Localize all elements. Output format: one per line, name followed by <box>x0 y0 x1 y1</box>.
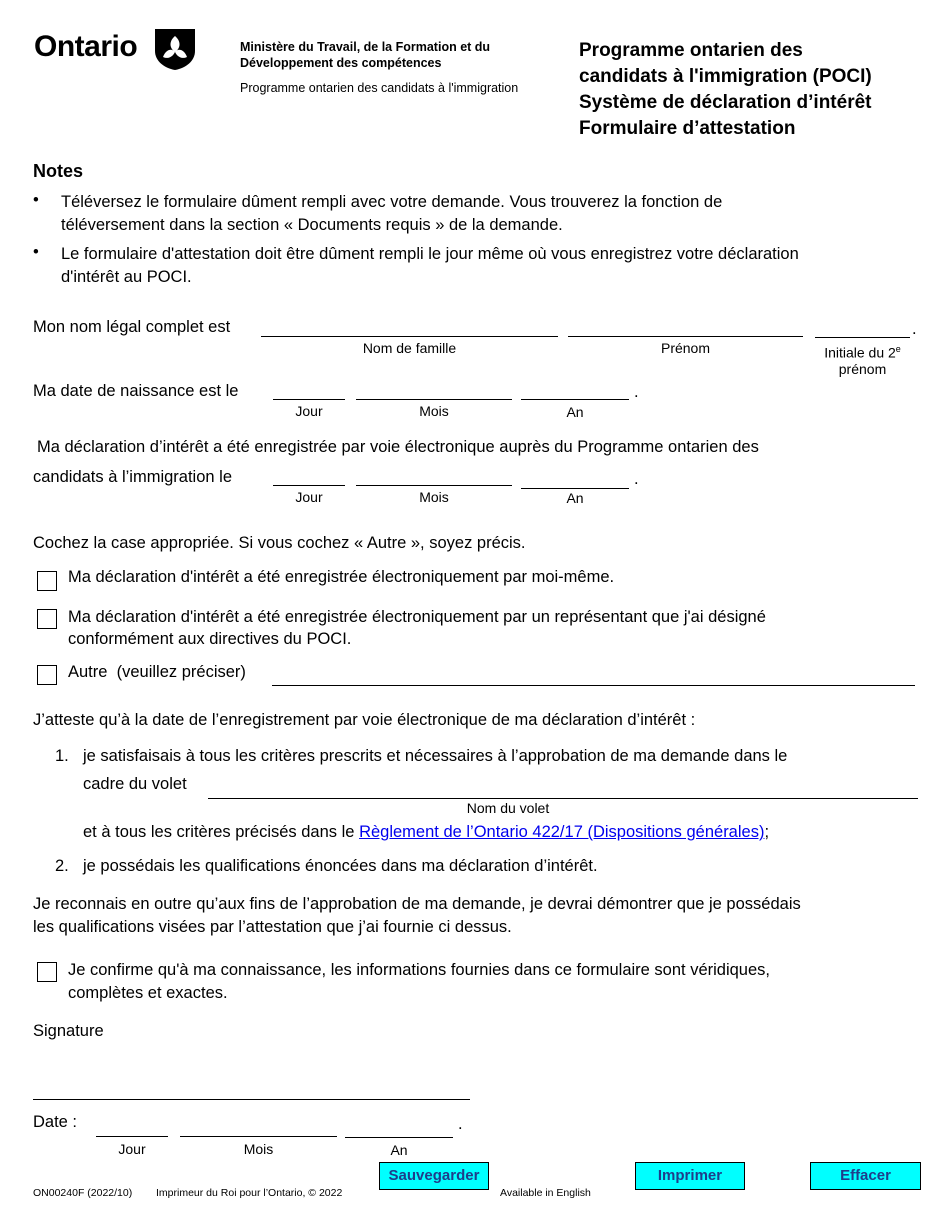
note-1 <box>61 191 722 237</box>
registration-month-field[interactable] <box>356 485 512 486</box>
ontario-logo-text: Ontario <box>34 30 138 63</box>
last-name-caption: Nom de famille <box>362 340 457 356</box>
ministry-line1: Ministère du Travail, de la Formation et du <box>240 40 491 54</box>
signature-field[interactable] <box>33 1099 470 1100</box>
item-1-line1: je satisfaisais à tous les critères prescrits et nécessaires à l’approbation de ma demande dans le <box>83 747 788 765</box>
bullet-icon: • <box>33 243 39 261</box>
note-2-line2: d'intérêt au POCI. <box>61 268 192 286</box>
signature-year-field[interactable] <box>345 1137 453 1138</box>
registration-month-caption: Mois <box>419 489 449 505</box>
item-2-text: je possédais les qualifications énoncées dans ma déclaration d’intérêt. <box>83 857 598 875</box>
item-1-number: 1. <box>55 747 69 765</box>
birth-year-field[interactable] <box>521 399 629 400</box>
confirm-line1: Je confirme qu'à ma connaissance, les informations fournies dans ce formulaire sont véridiques, <box>68 961 770 979</box>
print-button[interactable]: Imprimer <box>635 1162 745 1190</box>
name-period: . <box>912 320 917 338</box>
item-2-number: 2. <box>55 857 69 875</box>
title-line3: Système de déclaration d’intérêt <box>579 92 872 113</box>
bullet-icon: • <box>33 191 39 209</box>
registration-line2: candidats à l’immigration le <box>33 468 233 486</box>
other-label-text: Autre <box>68 663 108 681</box>
representative-label-line1: Ma déclaration d'intérêt a été enregistrée électroniquement par un représentant que j'ai désigné <box>68 608 766 626</box>
form-id: ON00240F (2022/10) <box>33 1187 133 1199</box>
available-in-english: Available in English <box>500 1187 591 1199</box>
date-label: Date : <box>33 1113 78 1131</box>
title-line1: Programme ontarien des <box>579 40 803 61</box>
program-name: Programme ontarien des candidats à l'immigration <box>240 81 519 95</box>
middle-initial-sup: e <box>895 344 901 354</box>
birth-month-field[interactable] <box>356 399 512 400</box>
note-1-line2: téléversement dans la section « Documents requis » de la demande. <box>61 216 563 234</box>
self-registered-label: Ma déclaration d'intérêt a été enregistrée électroniquement par moi-même. <box>68 568 615 586</box>
notes-heading: Notes <box>33 161 84 181</box>
self-registered-checkbox[interactable] <box>37 571 57 591</box>
note-2 <box>61 243 799 289</box>
confirm-checkbox[interactable] <box>37 962 57 982</box>
note-2-line1: Le formulaire d'attestation doit être dûment rempli le jour même où vous enregistrez votre déclaration <box>61 245 799 263</box>
confirm-label <box>68 959 770 1005</box>
registration-day-field[interactable] <box>273 485 345 486</box>
clear-button[interactable]: Effacer <box>810 1162 921 1190</box>
ack-line2: les qualifications visées par l’attestation que j’ai fournie ci dessus. <box>33 918 512 936</box>
middle-initial-field[interactable] <box>815 337 910 338</box>
representative-label-line2: conformément aux directives du POCI. <box>68 630 352 648</box>
birth-period: . <box>634 383 639 401</box>
confirm-line2: complètes et exactes. <box>68 984 228 1002</box>
item-1-line2: cadre du volet <box>83 775 187 793</box>
registration-year-field[interactable] <box>521 488 629 489</box>
regulation-link[interactable]: Règlement de l’Ontario 422/17 (Dispositions générales) <box>359 823 765 841</box>
ack-line1: Je reconnais en outre qu’aux fins de l’approbation de ma demande, je devrai démontrer que je possédais <box>33 895 801 913</box>
signature-label: Signature <box>33 1022 104 1040</box>
stream-name-field[interactable] <box>208 798 918 799</box>
item-1-line3 <box>83 823 769 842</box>
middle-initial-text2: prénom <box>838 360 887 377</box>
name-label: Mon nom légal complet est <box>33 318 231 336</box>
other-details-field[interactable] <box>272 685 915 686</box>
title-line4: Formulaire d’attestation <box>579 118 796 139</box>
registration-period: . <box>634 470 639 488</box>
note-1-line1: Téléversez le formulaire dûment rempli avec votre demande. Vous trouverez la fonction de <box>61 193 723 211</box>
birth-year-caption: An <box>566 404 584 420</box>
trillium-logo-icon <box>152 27 198 71</box>
middle-initial-caption <box>810 341 915 377</box>
signature-day-caption: Jour <box>118 1141 146 1157</box>
registration-day-caption: Jour <box>295 489 323 505</box>
printer-credit: Imprimeur du Roi pour l’Ontario, © 2022 <box>156 1187 343 1199</box>
title-line2: candidats à l'immigration (POCI) <box>579 66 872 87</box>
signature-day-field[interactable] <box>96 1136 168 1137</box>
birth-label: Ma date de naissance est le <box>33 382 239 400</box>
attest-intro: J’atteste qu’à la date de l’enregistrement par voie électronique de ma déclaration d’intérêt : <box>33 711 696 729</box>
representative-checkbox[interactable] <box>37 609 57 629</box>
signature-month-caption: Mois <box>243 1141 274 1157</box>
signature-year-caption: An <box>390 1142 408 1158</box>
form-title <box>579 38 872 142</box>
representative-label <box>68 606 766 650</box>
last-name-field[interactable] <box>261 336 558 337</box>
check-instruction: Cochez la case appropriée. Si vous cochez « Autre », soyez précis. <box>33 534 526 552</box>
item-1-line3-text: et à tous les critères précisés dans le <box>83 823 355 841</box>
other-checkbox[interactable] <box>37 665 57 685</box>
first-name-field[interactable] <box>568 336 803 337</box>
other-label <box>68 663 246 682</box>
first-name-caption: Prénom <box>660 340 711 356</box>
signature-period: . <box>458 1115 463 1133</box>
registration-year-caption: An <box>566 490 584 506</box>
registration-line1: Ma déclaration d’intérêt a été enregistrée par voie électronique auprès du Programme ontarien des <box>37 438 759 456</box>
other-hint: (veuillez préciser) <box>116 663 246 681</box>
birth-day-field[interactable] <box>273 399 345 400</box>
ministry-name <box>240 39 490 71</box>
birth-day-caption: Jour <box>295 403 323 419</box>
signature-month-field[interactable] <box>180 1136 337 1137</box>
middle-initial-text: Initiale du 2 <box>824 344 896 361</box>
birth-month-caption: Mois <box>419 403 449 419</box>
stream-name-caption: Nom du volet <box>466 800 550 816</box>
acknowledgement <box>33 893 801 939</box>
save-button[interactable]: Sauvegarder <box>379 1162 489 1190</box>
ministry-line2: Développement des compétences <box>240 56 442 70</box>
item-1-line3-end: ; <box>764 823 770 841</box>
